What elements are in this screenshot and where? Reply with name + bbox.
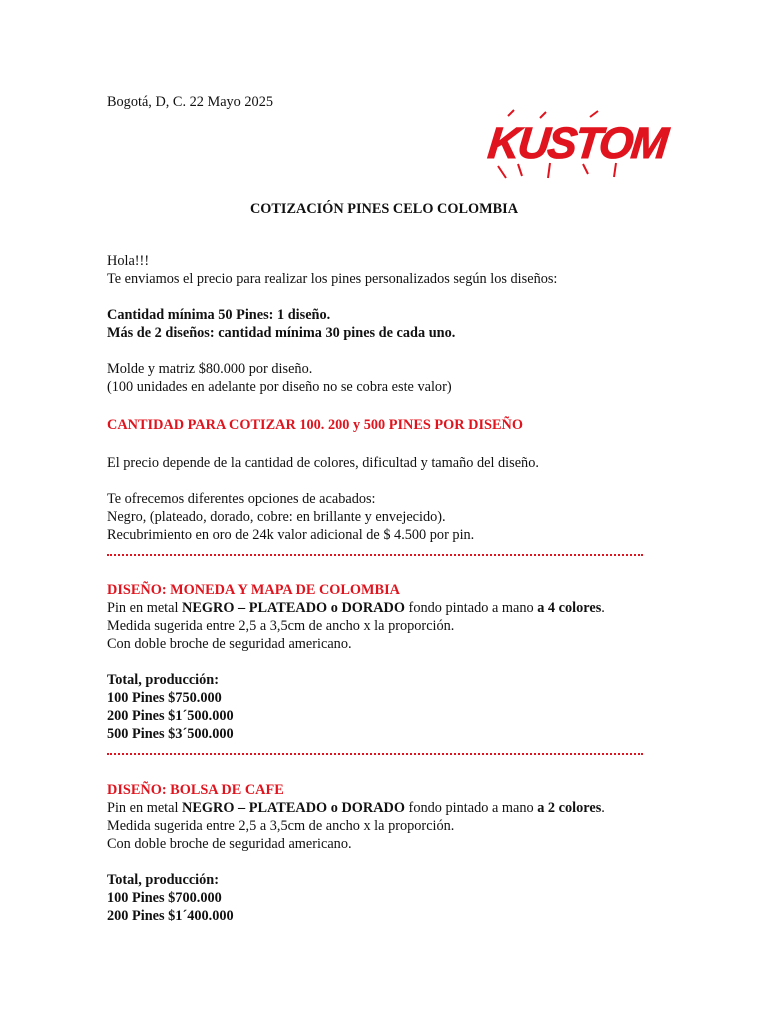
design-1-price-500: 500 Pines $3´500.000 — [107, 726, 234, 742]
price-note: El precio depende de la cantidad de colores, dificultad y tamaño del diseño. — [107, 455, 539, 471]
design-2-price-100: 100 Pines $700.000 — [107, 890, 222, 906]
page-title: COTIZACIÓN PINES CELO COLOMBIA — [249, 201, 519, 217]
mold-line-1: Molde y matriz $80.000 por diseño. — [107, 361, 313, 377]
design-1-description: Pin en metal NEGRO – PLATEADO o DORADO fondo pintado a mano a 4 colores. — [107, 600, 605, 616]
dotted-divider — [107, 550, 643, 556]
design-2-price-200: 200 Pines $1´400.000 — [107, 908, 234, 924]
quote-heading: CANTIDAD PARA COTIZAR 100. 200 y 500 PINES POR DISEÑO — [107, 417, 523, 433]
design-2-size: Medida sugerida entre 2,5 a 3,5cm de ancho x la proporción. — [107, 818, 455, 834]
finishes-line-3: Recubrimiento en oro de 24k valor adicional de $ 4.500 por pin. — [107, 527, 475, 543]
design-2-clasp: Con doble broche de seguridad americano. — [107, 836, 352, 852]
logo-text: KUSTOM — [485, 119, 669, 168]
kustom-logo — [485, 108, 669, 180]
design-2-heading: DISEÑO: BOLSA DE CAFE — [107, 782, 284, 798]
design-2-description: Pin en metal NEGRO – PLATEADO o DORADO fondo pintado a mano a 2 colores. — [107, 800, 605, 816]
dotted-divider — [107, 749, 643, 755]
design-1-clasp: Con doble broche de seguridad americano. — [107, 636, 352, 652]
greeting: Hola!!! — [107, 253, 150, 269]
design-1-heading: DISEÑO: MONEDA Y MAPA DE COLOMBIA — [107, 582, 400, 598]
design-1-price-100: 100 Pines $750.000 — [107, 690, 222, 706]
date-line: Bogotá, D, C. 22 Mayo 2025 — [107, 94, 273, 110]
finishes-line-1: Te ofrecemos diferentes opciones de acabados: — [107, 491, 376, 507]
minimum-line-1: Cantidad mínima 50 Pines: 1 diseño. — [107, 307, 331, 323]
mold-line-2: (100 unidades en adelante por diseño no se cobra este valor) — [107, 379, 452, 395]
finishes-line-2: Negro, (plateado, dorado, cobre: en brillante y envejecido). — [107, 509, 446, 525]
intro-text: Te enviamos el precio para realizar los pines personalizados según los diseños: — [107, 271, 558, 287]
design-2-total-label: Total, producción: — [107, 872, 220, 888]
design-1-total-label: Total, producción: — [107, 672, 220, 688]
minimum-line-2: Más de 2 diseños: cantidad mínima 30 pines de cada uno. — [107, 325, 456, 341]
design-1-size: Medida sugerida entre 2,5 a 3,5cm de ancho x la proporción. — [107, 618, 455, 634]
design-1-price-200: 200 Pines $1´500.000 — [107, 708, 234, 724]
